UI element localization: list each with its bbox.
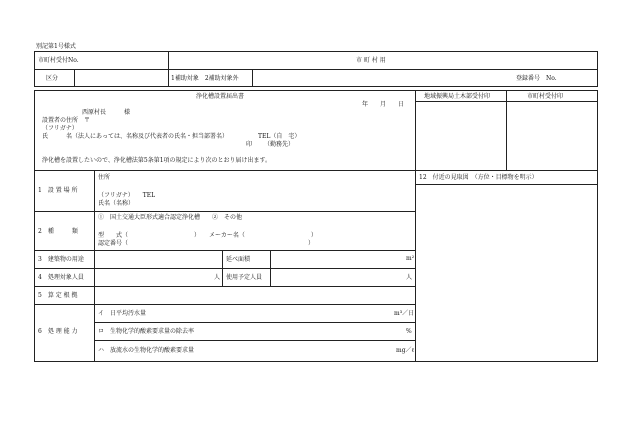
date-line: 年 月 日	[362, 101, 405, 108]
row-line-4	[34, 268, 415, 269]
category-label: 区分	[46, 75, 59, 82]
row4-use-label: 使用予定人員	[226, 274, 263, 281]
row6-label: 6 処 理 能 力	[38, 328, 78, 335]
row6-item-c-unit: mg／ℓ	[396, 347, 415, 354]
row6-item-a-unit: m³／日	[394, 310, 415, 317]
applicant-furigana: （フリガナ）	[42, 125, 78, 132]
row-line-5	[34, 286, 415, 287]
sketch-header-line	[415, 184, 598, 185]
row3-label: 3 建築物の用途	[38, 256, 84, 263]
row6-item-c: ハ 放流水の生物化学的酸素要求量	[98, 347, 195, 354]
row2-option: ① 国土交通大臣形式適合認定浄化槽 ② その他	[98, 214, 243, 221]
stamp-bottom-line	[415, 170, 598, 171]
category-options: 1補助対象 2補助対象外	[171, 75, 239, 82]
statement: 浄化槽を設置したいので、浄化槽法第5条第1項の規定により次のとおり届け出ます。	[42, 157, 272, 164]
stamp-civil-label: 地域振興局土木部受付印	[424, 93, 491, 100]
document-title: 浄化槽設置届出書	[196, 93, 245, 100]
row-line-2	[34, 211, 415, 212]
form-number: 別記第1号様式	[36, 43, 76, 50]
row2-cert: 認定番号（ ）	[98, 240, 315, 247]
row4-label: 4 処理対象人員	[38, 274, 84, 281]
stamp-divider-left	[415, 90, 416, 362]
sketch-label: 12 付近の見取図 （方位・目標物を明示）	[419, 174, 538, 181]
row1-furigana-tel: （フリガナ） TEL	[98, 192, 156, 199]
header-vline-4	[252, 69, 253, 87]
row3-mid-line	[222, 250, 223, 286]
row6-item-a: イ 日平均汚水量	[98, 310, 147, 317]
municipality-use: 市 町 村 用	[356, 57, 386, 64]
label-column-line	[94, 170, 95, 362]
row6-line-b	[94, 340, 415, 341]
applicant-name-label: 氏 名（法人にあっては、名称及び代表者の氏名・担当部署名）	[42, 133, 228, 140]
row2-label: 2 種 類	[38, 228, 78, 235]
row1-label: 1 設 置 場 所	[38, 187, 78, 194]
row4-unit1: 人	[214, 274, 221, 281]
row3-unit: m²	[406, 255, 415, 262]
tel-home: TEL（自 宅）	[258, 133, 301, 140]
stamp-divider-mid	[506, 90, 507, 170]
header-divider	[34, 69, 598, 70]
row2-model: 型 式（ ） メーカー名（ ）	[98, 232, 317, 239]
seal-mark: 印	[246, 141, 253, 148]
applicant-address: 設置者の住所 〒	[42, 117, 91, 124]
row-line-3	[34, 250, 415, 251]
row6-item-b: ロ 生物化学的酸素要求量の除去率	[98, 328, 195, 335]
stamp-town-label: 市町村受付印	[527, 93, 564, 100]
row4-unit2: 人	[406, 274, 413, 281]
row6-item-b-unit: %	[406, 328, 412, 335]
registration-number: 登録番号 No.	[516, 75, 557, 82]
header-vline-3	[168, 69, 169, 87]
tel-work: （勤務先）	[264, 141, 295, 148]
addressee: 西原村長 様	[82, 109, 131, 116]
row6-line-a	[94, 322, 415, 323]
row1-address: 住所	[98, 174, 111, 181]
row3-floor-label: 延べ面積	[226, 256, 251, 263]
municipality-receipt-no: 市町村受付No.	[38, 57, 79, 64]
stamp-header-line	[415, 101, 598, 102]
header-vline-2	[74, 69, 75, 87]
row-line-6	[34, 304, 415, 305]
row5-label: 5 算 定 根 拠	[38, 292, 78, 299]
row1-name: 氏名（名称）	[98, 200, 135, 207]
header-vline-1	[168, 51, 169, 69]
row3-mid-line-2	[270, 250, 271, 286]
row-line-1	[34, 170, 415, 171]
